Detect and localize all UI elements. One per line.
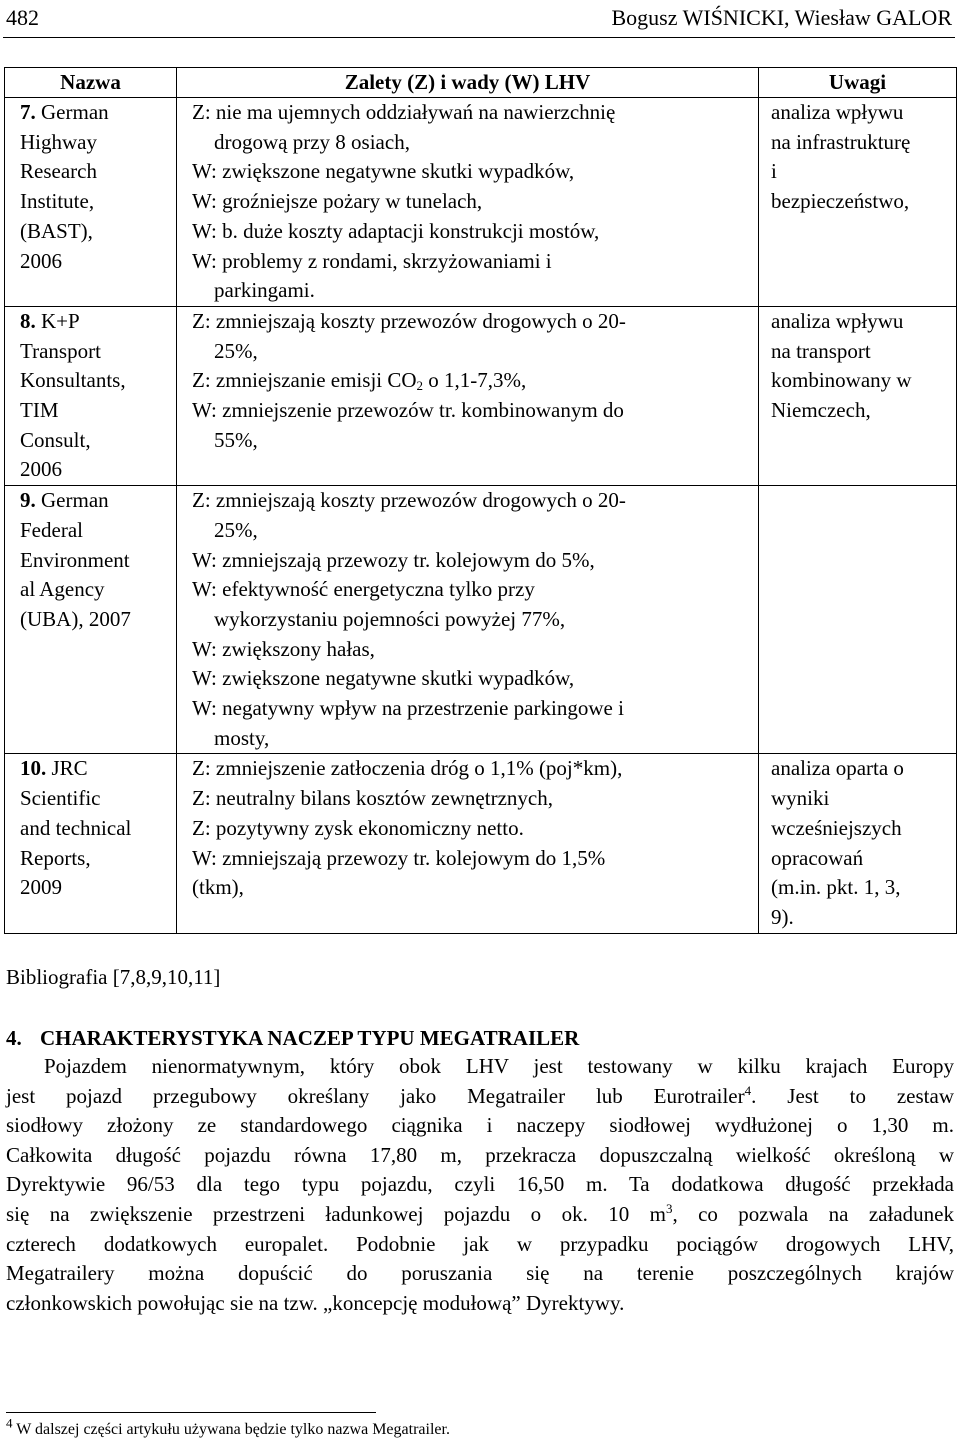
name-line: Institute, — [20, 189, 95, 214]
cell-pros-cons — [177, 486, 759, 754]
table-row — [5, 754, 957, 933]
name-line: Konsultants, — [20, 368, 126, 393]
footnote — [6, 1415, 450, 1441]
remarks-line: analiza wpływu — [771, 100, 904, 124]
line-text: W: zmniejszają przewozy tr. kolejowym do 1,5% — [192, 845, 606, 870]
name-text: JRC — [46, 756, 88, 781]
pros-cons-line — [192, 694, 754, 724]
cell-name — [5, 98, 177, 307]
header-authors: Bogusz WIŚNICKI, Wiesław GALOR — [611, 5, 952, 30]
row-number: 10. — [20, 756, 47, 781]
name-line: Research — [20, 159, 97, 184]
line-text: W: b. duże koszty adaptacji konstrukcji mostów, — [192, 218, 600, 243]
pros-cons-line — [192, 605, 754, 635]
pros-cons-line — [192, 187, 754, 217]
name-line — [20, 754, 176, 784]
header-rule — [3, 37, 955, 38]
table-header-row — [5, 68, 957, 98]
remarks-line: opracowań — [771, 845, 864, 870]
line-text: W: problemy z rondami, skrzyżowaniami i — [192, 248, 552, 273]
column-header-pros-cons: Zalety (Z) i wady (W) LHV — [177, 68, 759, 98]
row-number: 8. — [20, 308, 36, 333]
pros-cons-line — [192, 396, 754, 426]
cell-remarks — [759, 754, 957, 933]
paragraph-line: siodłowy złożony ze standardowego ciągnika i naczepy siodłowej wydłużonej o 1,30 m. — [6, 1113, 954, 1138]
name-line — [20, 486, 176, 516]
column-header-remarks: Uwagi — [759, 68, 957, 98]
name-line: TIM — [20, 398, 59, 423]
row-number: 7. — [20, 100, 36, 124]
pros-cons-line — [192, 664, 754, 694]
remarks-line: (m.in. pkt. 1, 3, — [771, 875, 901, 900]
paragraph-line: Dyrektywie 96/53 dla tego typu pojazdu, czyli 16,50 m. Ta dodatkowa długość przekłada — [6, 1172, 954, 1197]
pros-cons-line — [192, 873, 754, 903]
column-header-name: Nazwa — [5, 68, 177, 98]
pros-cons-line — [192, 546, 754, 576]
name-line — [20, 98, 176, 128]
pros-cons-line — [192, 247, 754, 277]
remarks-line: na transport — [771, 338, 871, 363]
page-number: 482 — [6, 5, 39, 30]
line-text: Z: pozytywny zysk ekonomiczny netto. — [192, 815, 524, 840]
name-line: Federal — [20, 517, 83, 542]
pros-cons-line — [192, 635, 754, 665]
pros-cons-line — [192, 844, 754, 874]
line-text: 25%, — [214, 517, 258, 542]
section-title: CHARAKTERYSTYKA NACZEP TYPU MEGATRAILER — [40, 1026, 580, 1050]
paragraph-line: czterech dodatkowych europalet. Podobnie jak w przypadku pociągów drogowych LHV, — [6, 1231, 954, 1256]
name-text: K+P — [35, 308, 80, 333]
cell-remarks — [759, 306, 957, 485]
cell-pros-cons — [177, 306, 759, 485]
remarks-line: i — [771, 159, 777, 184]
cell-name — [5, 754, 177, 933]
name-line: Highway — [20, 129, 97, 154]
line-text: Z: zmniejszają koszty przewozów drogowych o 20- — [192, 308, 626, 333]
name-line: (BAST), — [20, 218, 93, 243]
footnote-text: W dalszej części artykułu używana będzie tylko nazwa Megatrailer. — [12, 1421, 450, 1438]
name-line: 2006 — [20, 248, 62, 273]
line-text: W: zmniejszenie przewozów tr. kombinowanym do — [192, 398, 624, 423]
line-text: W: zwiększony hałas, — [192, 636, 375, 661]
paragraph-line: członkowskich powołując sie na tzw. „koncepcję modułową” Dyrektywy. — [6, 1290, 625, 1315]
line-text: (tkm), — [192, 875, 244, 900]
pros-cons-line — [192, 575, 754, 605]
line-text: Z: zmniejszanie emisji CO — [192, 368, 417, 393]
pros-cons-line — [192, 337, 754, 367]
pros-cons-line — [192, 217, 754, 247]
line-text: W: zwiększone negatywne skutki wypadków, — [192, 666, 575, 691]
paragraph-line: Pojazdem nienormatywnym, który obok LHV jest testowany w kilku krajach Europy — [44, 1054, 954, 1078]
line-text-after: o 1,1-7,3%, — [423, 368, 527, 393]
remarks-line: Niemczech, — [771, 398, 871, 423]
name-line: 2006 — [20, 457, 62, 482]
cell-name — [5, 486, 177, 754]
paragraph-line: Megatrailery można dopuścić do poruszania się na terenie poszczególnych krajów — [6, 1261, 954, 1286]
cell-name — [5, 306, 177, 485]
footnote-marker: 4 — [6, 1415, 13, 1431]
pros-cons-line — [192, 486, 754, 516]
line-text: Z: nie ma ujemnych oddziaływań na nawierzchnię — [192, 100, 616, 124]
line-text: W: zmniejszają przewozy tr. kolejowym do 5%, — [192, 547, 595, 572]
pros-cons-line — [192, 724, 754, 754]
line-text: drogową przy 8 osiach, — [214, 129, 410, 154]
bibliography-note: Bibliografia [7,8,9,10,11] — [6, 965, 221, 989]
cell-pros-cons — [177, 754, 759, 933]
superscript: 3 — [665, 1200, 673, 1216]
paragraph-line: się na zwiększenie przestrzeni ładunkowej pojazdu o ok. 10 $m^3$, co pozwala na załadunek — [6, 1200, 954, 1226]
superscript: 4 — [744, 1082, 752, 1098]
lhv-comparison-table — [4, 67, 957, 934]
line-text: W: efektywność energetyczna tylko przy — [192, 577, 535, 602]
name-line: Transport — [20, 338, 101, 363]
pros-cons-line — [192, 516, 754, 546]
name-line: Reports, — [20, 845, 91, 870]
paragraph-line: jest pojazd przegubowy określany jako Megatrailer lub Eurotrailer$^4$. Jest to zestaw — [6, 1082, 954, 1108]
line-text: W: negatywny wpływ na przestrzenie parkingowe i — [192, 696, 624, 721]
line-text: 55%, — [214, 427, 258, 452]
body-paragraph — [6, 1052, 954, 1318]
name-line — [20, 307, 176, 337]
paragraph-line: Całkowita długość pojazdu równa 17,80 m, przekracza dopuszczalną wielkość określoną w — [6, 1142, 954, 1167]
name-line: Environment — [20, 547, 130, 572]
row-number: 9. — [20, 488, 36, 513]
section-heading — [6, 1023, 579, 1053]
name-text: German — [35, 488, 109, 513]
footnote-rule — [6, 1412, 376, 1413]
pros-cons-line — [192, 157, 754, 187]
table-row — [5, 486, 957, 754]
pros-cons-line — [192, 98, 754, 128]
name-line: 2009 — [20, 875, 62, 900]
name-line: and technical — [20, 815, 132, 840]
line-text: W: groźniejsze pożary w tunelach, — [192, 189, 483, 214]
remarks-line: analiza oparta o — [771, 756, 904, 781]
cell-pros-cons — [177, 98, 759, 307]
table-row — [5, 98, 957, 307]
line-text: mosty, — [214, 725, 270, 750]
remarks-line: wcześniejszych — [771, 815, 902, 840]
pros-cons-line — [192, 784, 754, 814]
line-text: wykorzystaniu pojemności powyżej 77%, — [214, 606, 566, 631]
remarks-line: kombinowany w — [771, 368, 912, 393]
line-text: Z: zmniejszają koszty przewozów drogowych o 20- — [192, 488, 626, 513]
pros-cons-line — [192, 276, 754, 306]
remarks-line: na infrastrukturę — [771, 129, 911, 154]
section-number: 4. — [6, 1026, 22, 1050]
line-text: W: zwiększone negatywne skutki wypadków, — [192, 159, 575, 184]
name-line: Consult, — [20, 427, 91, 452]
subscript: 2 — [416, 378, 424, 394]
name-line: Scientific — [20, 786, 101, 811]
line-text: 25%, — [214, 338, 258, 363]
line-text: parkingami. — [214, 278, 315, 303]
remarks-line: wyniki — [771, 786, 830, 811]
remarks-line: analiza wpływu — [771, 308, 904, 333]
pros-cons-line — [192, 366, 754, 396]
line-text: Z: zmniejszenie zatłoczenia dróg o 1,1% (poj*km), — [192, 756, 623, 781]
name-text: German — [35, 100, 109, 124]
name-line: al Agency — [20, 577, 105, 602]
table-row — [5, 306, 957, 485]
name-line: (UBA), 2007 — [20, 606, 131, 631]
pros-cons-line — [192, 754, 754, 784]
pros-cons-line — [192, 814, 754, 844]
remarks-line: bezpieczeństwo, — [771, 189, 910, 214]
pros-cons-line — [192, 307, 754, 337]
cell-remarks — [759, 486, 957, 754]
line-text: Z: neutralny bilans kosztów zewnętrznych, — [192, 786, 553, 811]
running-header — [6, 4, 954, 34]
pros-cons-line — [192, 128, 754, 158]
remarks-line: 9). — [771, 904, 794, 929]
cell-remarks — [759, 98, 957, 307]
pros-cons-line — [192, 426, 754, 456]
